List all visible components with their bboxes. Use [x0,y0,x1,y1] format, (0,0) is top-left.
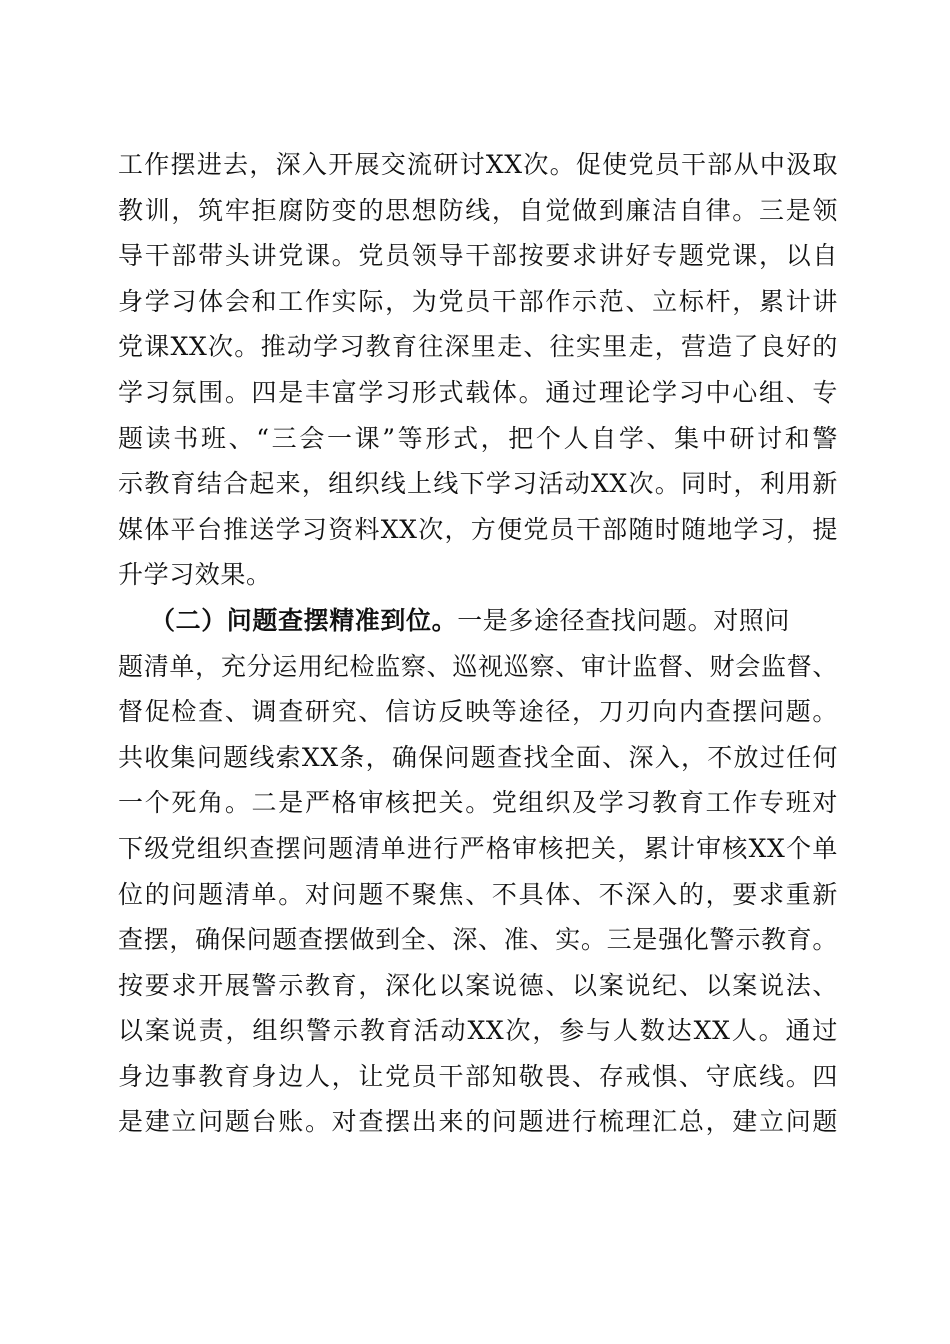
text-line: 查摆，确保问题查摆做到全、深、准、实。三是强化警示教育。 [118,925,838,955]
section-2-first-line-rest: 一是多途径查找问题。对照问 [457,605,791,635]
text-line: 按要求开展警示教育，深化以案说德、以案说纪、以案说法、 [118,970,838,1000]
text-line: 身学习体会和工作实际，为党员干部作示范、立标杆，累计讲 [118,286,838,316]
text-line: 学习氛围。四是丰富学习形式载体。通过理论学习中心组、专 [118,377,838,407]
text-line: 导干部带头讲党课。党员领导干部按要求讲好专题党课，以自 [118,241,838,271]
text-line: 以案说责，组织警示教育活动XX次，参与人数达XX人。通过 [118,1016,838,1046]
text-line: 共收集问题线索XX条，确保问题查找全面、深入，不放过任何 [118,742,838,772]
text-line: 升学习效果。 [118,560,272,590]
text-line: 媒体平台推送学习资料XX次，方便党员干部随时随地学习，提 [118,514,838,544]
section-2-heading: （二）问题查摆精准到位。 [150,605,458,635]
body-text [118,142,838,1145]
text-line: 题清单，充分运用纪检监察、巡视巡察、审计监督、财会监督、 [118,651,838,681]
text-line: 位的问题清单。对问题不聚焦、不具体、不深入的，要求重新 [118,879,838,909]
text-line: 教训，筑牢拒腐防变的思想防线，自觉做到廉洁自律。三是领 [118,195,838,225]
text-line: 工作摆进去，深入开展交流研讨XX次。促使党员干部从中汲取 [118,150,838,179]
section-2-first-line [118,598,838,644]
text-line: 题读书班、“三会一课”等形式，把个人自学、集中研讨和警 [118,423,838,453]
text-line: 是建立问题台账。对查摆出来的问题进行梳理汇总，建立问题 [118,1107,838,1137]
text-line: 党课XX次。推动学习教育往深里走、往实里走，营造了良好的 [118,332,838,362]
text-line: 身边事教育身边人，让党员干部知敬畏、存戒惧、守底线。四 [118,1061,838,1091]
text-line: 下级党组织查摆问题清单进行严格审核把关，累计审核XX个单 [118,833,838,863]
text-line: 一个死角。二是严格审核把关。党组织及学习教育工作专班对 [118,788,838,818]
text-line: 示教育结合起来，组织线上线下学习活动XX次。同时，利用新 [118,469,838,499]
text-line: 督促检查、调查研究、信访反映等途径，刀刃向内查摆问题。 [118,697,838,727]
